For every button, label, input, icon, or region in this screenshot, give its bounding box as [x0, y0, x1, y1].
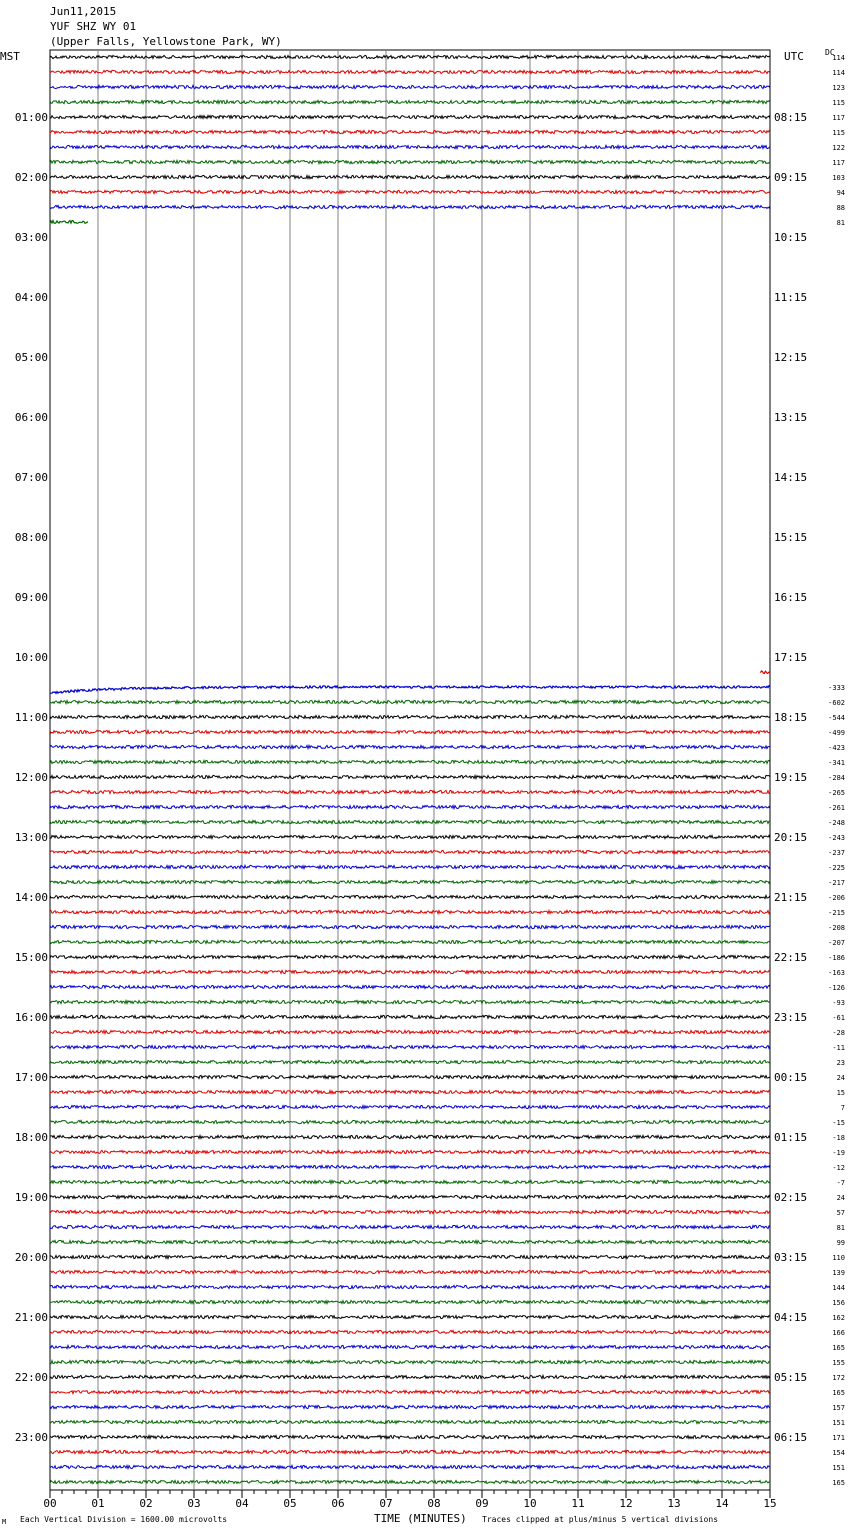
- x-tick-label: 04: [235, 1497, 249, 1510]
- seismic-trace: [50, 1420, 770, 1423]
- dc-offset-value: 114: [832, 54, 845, 62]
- dc-offset-value: 151: [832, 1419, 845, 1427]
- dc-offset-value: 154: [832, 1449, 845, 1457]
- seismic-trace: [50, 775, 770, 778]
- dc-offset-value: -602: [828, 699, 845, 707]
- seismic-trace: [50, 745, 770, 748]
- x-tick-label: 02: [139, 1497, 153, 1510]
- right-hour-label: 06:15: [774, 1431, 808, 1444]
- dc-offset-value: -215: [828, 909, 845, 917]
- x-tick-label: 13: [667, 1497, 681, 1510]
- left-hour-label: 06:00: [14, 411, 48, 424]
- x-tick-label: 06: [331, 1497, 345, 1510]
- seismic-trace: [50, 1165, 770, 1168]
- dc-offset-value: 24: [836, 1194, 845, 1202]
- left-hour-label: 03:00: [14, 231, 48, 244]
- left-hour-label: 16:00: [14, 1011, 48, 1024]
- seismic-trace: [50, 1045, 770, 1048]
- dc-offset-value: 115: [832, 99, 845, 107]
- seismic-trace: [50, 790, 770, 793]
- dc-offset-value: -18: [832, 1134, 845, 1142]
- clip-note: Traces clipped at plus/minus 5 vertical divisions: [482, 1515, 719, 1524]
- right-hour-label: 04:15: [774, 1311, 808, 1324]
- right-hour-label: 01:15: [774, 1131, 808, 1144]
- seismic-trace: [50, 940, 770, 943]
- dc-offset-value: 171: [832, 1434, 845, 1442]
- seismic-trace: [50, 1390, 770, 1393]
- station-code: YUF SHZ WY 01: [50, 20, 137, 33]
- dc-offset-value: -208: [828, 924, 845, 932]
- seismic-trace: [50, 925, 770, 928]
- x-tick-label: 12: [619, 1497, 633, 1510]
- seismic-trace: [50, 190, 770, 193]
- left-hour-label: 13:00: [14, 831, 48, 844]
- right-hour-label: 22:15: [774, 951, 808, 964]
- x-tick-label: 09: [475, 1497, 489, 1510]
- dc-offset-value: -225: [828, 864, 845, 872]
- right-hour-label: 15:15: [774, 531, 808, 544]
- seismic-trace: [50, 805, 770, 808]
- right-hour-label: 08:15: [774, 111, 808, 124]
- dc-offset-value: 117: [832, 114, 845, 122]
- dc-offset-value: -126: [828, 984, 845, 992]
- right-hour-label: 20:15: [774, 831, 808, 844]
- dc-offset-value: 123: [832, 84, 845, 92]
- dc-offset-value: 7: [840, 1104, 845, 1112]
- dc-offset-value: 162: [832, 1314, 845, 1322]
- seismic-trace: [50, 835, 770, 838]
- dc-offset-value: 122: [832, 144, 845, 152]
- seismic-trace: [50, 1195, 770, 1198]
- dc-offset-value: 99: [836, 1239, 845, 1247]
- dc-offset-value: -499: [828, 729, 845, 737]
- seismic-trace: [50, 970, 770, 973]
- dc-offset-value: -248: [828, 819, 845, 827]
- dc-offset-value: -237: [828, 849, 845, 857]
- seismic-trace: [50, 1210, 770, 1213]
- dc-offset-value: 103: [832, 174, 845, 182]
- plot-frame: [50, 50, 770, 1490]
- left-hour-label: 23:00: [14, 1431, 48, 1444]
- seismic-trace: [50, 955, 770, 958]
- dc-offset-value: -186: [828, 954, 845, 962]
- seismic-trace: [50, 1180, 770, 1183]
- dc-offset-value: -19: [832, 1149, 845, 1157]
- dc-offset-value: -207: [828, 939, 845, 947]
- left-hour-label: 10:00: [14, 651, 48, 664]
- right-hour-label: 03:15: [774, 1251, 808, 1264]
- seismic-trace: [50, 865, 770, 868]
- seismic-trace: [50, 910, 770, 913]
- seismic-trace: [50, 1375, 770, 1378]
- dc-offset-value: 110: [832, 1254, 845, 1262]
- left-hour-label: 07:00: [14, 471, 48, 484]
- seismic-trace: [50, 880, 770, 883]
- scale-note: Each Vertical Division = 1600.00 microvolts: [20, 1515, 228, 1524]
- seismic-trace: [50, 100, 770, 103]
- dc-offset-value: 23: [836, 1059, 845, 1067]
- right-hour-label: 18:15: [774, 711, 808, 724]
- partial-seismic-trace: [50, 686, 770, 694]
- dc-offset-value: 165: [832, 1479, 845, 1487]
- dc-offset-value: 81: [836, 1224, 845, 1232]
- seismic-trace: [50, 1030, 770, 1033]
- dc-offset-value: 15: [836, 1089, 845, 1097]
- left-hour-label: 02:00: [14, 171, 48, 184]
- seismic-trace: [50, 130, 770, 133]
- dc-offset-value: -544: [828, 714, 845, 722]
- left-hour-label: 19:00: [14, 1191, 48, 1204]
- dc-offset-value: -163: [828, 969, 845, 977]
- seismic-trace: [50, 1435, 770, 1438]
- x-tick-label: 00: [43, 1497, 57, 1510]
- dc-offset-value: 24: [836, 1074, 845, 1082]
- dc-offset-value: 165: [832, 1389, 845, 1397]
- left-hour-label: 14:00: [14, 891, 48, 904]
- left-hour-label: 04:00: [14, 291, 48, 304]
- seismic-trace: [50, 820, 770, 823]
- seismic-trace: [50, 1270, 770, 1273]
- right-hour-label: 10:15: [774, 231, 808, 244]
- seismic-trace: [50, 1060, 770, 1063]
- right-hour-label: 11:15: [774, 291, 808, 304]
- partial-seismic-trace: [760, 671, 769, 673]
- dc-offset-value: -12: [832, 1164, 845, 1172]
- right-hour-label: 05:15: [774, 1371, 808, 1384]
- seismic-trace: [50, 175, 770, 178]
- x-tick-label: 11: [571, 1497, 585, 1510]
- right-hour-label: 02:15: [774, 1191, 808, 1204]
- seismic-trace: [50, 1405, 770, 1408]
- x-tick-label: 05: [283, 1497, 297, 1510]
- seismic-trace: [50, 1135, 770, 1138]
- left-hour-label: 01:00: [14, 111, 48, 124]
- dc-offset-value: 57: [836, 1209, 845, 1217]
- seismic-trace: [50, 1330, 770, 1333]
- right-hour-label: 09:15: [774, 171, 808, 184]
- dc-offset-value: 88: [836, 204, 845, 212]
- dc-offset-value: 144: [832, 1284, 845, 1292]
- x-axis-label: TIME (MINUTES): [374, 1512, 467, 1525]
- right-hour-label: 00:15: [774, 1071, 808, 1084]
- dc-offset-value: 155: [832, 1359, 845, 1367]
- left-hour-label: 08:00: [14, 531, 48, 544]
- seismic-trace: [50, 1150, 770, 1153]
- dc-offset-value: 151: [832, 1464, 845, 1472]
- seismic-trace: [50, 70, 770, 73]
- left-hour-label: 05:00: [14, 351, 48, 364]
- x-tick-label: 14: [715, 1497, 729, 1510]
- seismic-trace: [50, 85, 770, 88]
- dc-offset-value: 114: [832, 69, 845, 77]
- x-tick-label: 07: [379, 1497, 393, 1510]
- left-hour-label: 12:00: [14, 771, 48, 784]
- right-timezone-label: UTC: [784, 50, 804, 63]
- seismic-trace: [50, 1075, 770, 1078]
- left-hour-label: 11:00: [14, 711, 48, 724]
- dc-offset-value: -423: [828, 744, 845, 752]
- dc-offset-value: 172: [832, 1374, 845, 1382]
- seismic-trace: [50, 1315, 770, 1318]
- right-hour-label: 23:15: [774, 1011, 808, 1024]
- dc-offset-value: 139: [832, 1269, 845, 1277]
- seismic-trace: [50, 985, 770, 988]
- dc-offset-value: 166: [832, 1329, 845, 1337]
- dc-offset-value: -93: [832, 999, 845, 1007]
- dc-offset-value: 165: [832, 1344, 845, 1352]
- dc-offset-value: 117: [832, 159, 845, 167]
- seismic-trace: [50, 205, 770, 208]
- dc-offset-value: -333: [828, 684, 845, 692]
- seismic-trace: [50, 160, 770, 163]
- left-hour-label: 09:00: [14, 591, 48, 604]
- x-tick-label: 01: [91, 1497, 105, 1510]
- left-hour-label: 18:00: [14, 1131, 48, 1144]
- dc-offset-value: -7: [836, 1179, 845, 1187]
- dc-offset-value: 156: [832, 1299, 845, 1307]
- right-hour-label: 21:15: [774, 891, 808, 904]
- left-hour-label: 20:00: [14, 1251, 48, 1264]
- seismic-trace: [50, 1285, 770, 1288]
- dc-offset-value: -28: [832, 1029, 845, 1037]
- recording-date: Jun11,2015: [50, 5, 117, 18]
- seismic-trace: [50, 1255, 770, 1258]
- seismic-trace: [50, 1480, 770, 1483]
- seismic-trace: [50, 700, 770, 703]
- dc-offset-value: -243: [828, 834, 845, 842]
- dc-offset-value: 81: [836, 219, 845, 227]
- left-hour-label: 21:00: [14, 1311, 48, 1324]
- left-hour-label: 15:00: [14, 951, 48, 964]
- corner-mark: M: [2, 1518, 7, 1526]
- seismic-trace: [50, 115, 770, 118]
- x-tick-label: 10: [523, 1497, 537, 1510]
- right-hour-label: 17:15: [774, 651, 808, 664]
- seismic-trace: [50, 850, 770, 853]
- seismic-trace: [50, 730, 770, 733]
- x-tick-label: 15: [763, 1497, 777, 1510]
- dc-offset-value: 115: [832, 129, 845, 137]
- dc-offset-value: -217: [828, 879, 845, 887]
- seismic-trace: [50, 1000, 770, 1003]
- x-tick-label: 08: [427, 1497, 441, 1510]
- seismic-trace: [50, 1015, 770, 1018]
- seismic-trace: [50, 1225, 770, 1228]
- left-hour-label: 17:00: [14, 1071, 48, 1084]
- seismic-trace: [50, 760, 770, 763]
- x-tick-label: 03: [187, 1497, 201, 1510]
- dc-offset-value: 94: [836, 189, 845, 197]
- seismic-trace: [50, 1360, 770, 1363]
- partial-seismic-trace: [50, 221, 88, 224]
- seismic-trace: [50, 55, 770, 58]
- seismic-trace: [50, 1105, 770, 1108]
- left-timezone-label: MST: [0, 50, 20, 63]
- seismic-trace: [50, 895, 770, 898]
- dc-offset-value: -61: [832, 1014, 845, 1022]
- right-hour-label: 14:15: [774, 471, 808, 484]
- right-hour-label: 13:15: [774, 411, 808, 424]
- right-hour-label: 16:15: [774, 591, 808, 604]
- dc-offset-value: -11: [832, 1044, 845, 1052]
- dc-offset-value: -261: [828, 804, 845, 812]
- seismic-trace: [50, 715, 770, 718]
- seismic-trace: [50, 1465, 770, 1468]
- dc-offset-value: -341: [828, 759, 845, 767]
- seismic-trace: [50, 1300, 770, 1303]
- seismic-trace: [50, 1345, 770, 1348]
- dc-offset-header: DC: [825, 48, 835, 57]
- seismic-trace: [50, 1240, 770, 1243]
- dc-offset-value: -15: [832, 1119, 845, 1127]
- seismic-trace: [50, 1120, 770, 1123]
- dc-offset-value: 157: [832, 1404, 845, 1412]
- right-hour-label: 19:15: [774, 771, 808, 784]
- station-location: (Upper Falls, Yellowstone Park, WY): [50, 35, 282, 48]
- seismic-trace: [50, 145, 770, 148]
- dc-offset-value: -284: [828, 774, 845, 782]
- right-hour-label: 12:15: [774, 351, 808, 364]
- dc-offset-value: -265: [828, 789, 845, 797]
- dc-offset-value: -206: [828, 894, 845, 902]
- seismic-trace: [50, 1450, 770, 1453]
- left-hour-label: 22:00: [14, 1371, 48, 1384]
- seismic-trace: [50, 1090, 770, 1093]
